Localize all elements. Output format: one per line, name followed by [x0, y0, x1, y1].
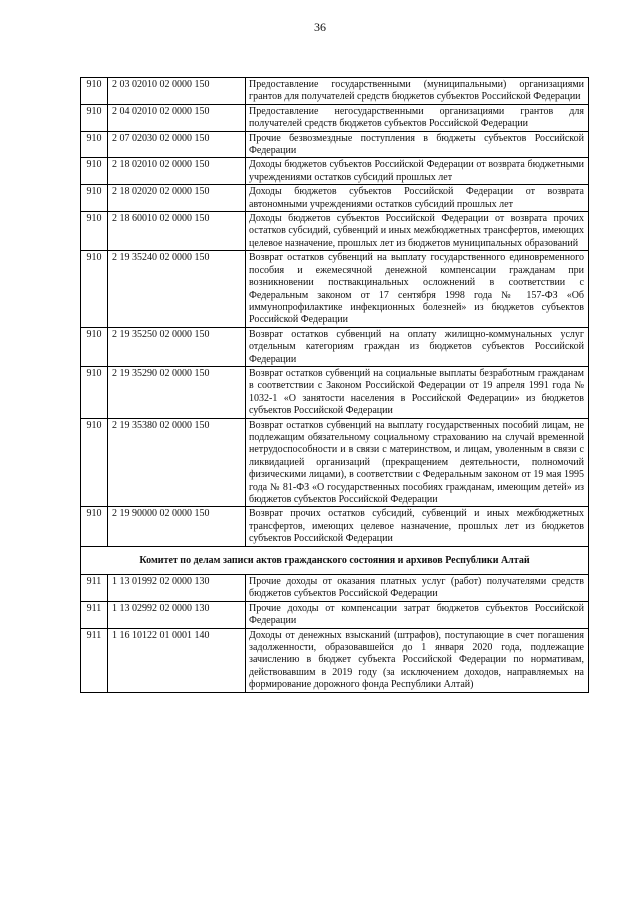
admin-code-cell: 910: [81, 507, 108, 546]
table-row: [81, 78, 589, 105]
table-row: [81, 158, 589, 185]
income-name-cell: Возврат остатков субвенций на выплату государственного единовременного пособия и ежемесячной денежной компенсации гражданам при возникновении поствакцинальных осложнений в соответствии с Федеральным законом от 17 сентября 1998 года № 157-ФЗ «Об иммунопрофилактике инфекционных болезней» из бюджетов субъектов Российской Федерации: [246, 251, 589, 327]
table-row: [81, 628, 589, 692]
admin-code-cell: 910: [81, 158, 108, 185]
admin-code-cell: 911: [81, 628, 108, 692]
income-name-cell: Доходы бюджетов субъектов Российской Федерации от возврата автономными учреждениями остатков субсидий прошлых лет: [246, 185, 589, 212]
admin-code-cell: 910: [81, 327, 108, 366]
table-row: [81, 212, 589, 251]
table-row: [81, 131, 589, 158]
income-code-cell: 2 19 35290 02 0000 150: [108, 366, 246, 418]
income-code-cell: 2 19 35240 02 0000 150: [108, 251, 246, 327]
income-name-cell: Возврат остатков субвенций на социальные выплаты безработным гражданам в соответствии с Законом Российской Федерации от 19 апреля 1991 года № 1032-1 «О занятости населения в Российской Федерации» из бюджетов субъектов Российской Федерации: [246, 366, 589, 418]
income-name-cell: Возврат остатков субвенций на выплату государственных пособий лицам, не подлежащим обязательному социальному страхованию на случай временной нетрудоспособности и в связи с материнством, и лицам, уволенным в связи с ликвидацией организаций (прекращением деятельности, полномочий физическими лицами), в соответствии с Федеральным законом от 19 мая 1995 года № 81-ФЗ «О государственных пособиях гражданам, имеющим детей» из бюджетов субъектов Российской Федерации: [246, 418, 589, 507]
income-name-cell: Доходы бюджетов субъектов Российской Федерации от возврата прочих остатков субсидий, субвенций и иных межбюджетных трансфертов, имеющих целевое назначение, прошлых лет из бюджетов муниципальных образований: [246, 212, 589, 251]
income-name-cell: Возврат остатков субвенций на оплату жилищно-коммунальных услуг отдельным категориям граждан из бюджетов субъектов Российской Федерации: [246, 327, 589, 366]
admin-code-cell: 911: [81, 575, 108, 602]
income-code-cell: 2 18 02010 02 0000 150: [108, 158, 246, 185]
income-code-cell: 2 03 02010 02 0000 150: [108, 78, 246, 105]
admin-code-cell: 910: [81, 185, 108, 212]
table-row: [81, 366, 589, 418]
income-name-cell: Возврат прочих остатков субсидий, субвенций и иных межбюджетных трансфертов, имеющих целевое назначение, прошлых лет из бюджетов субъектов Российской Федерации: [246, 507, 589, 546]
table-row: [81, 327, 589, 366]
admin-code-cell: 910: [81, 131, 108, 158]
admin-code-cell: 910: [81, 212, 108, 251]
table-row: [81, 601, 589, 628]
admin-code-cell: 910: [81, 366, 108, 418]
table-row: [81, 185, 589, 212]
table-row: [81, 507, 589, 546]
income-code-cell: 2 19 90000 02 0000 150: [108, 507, 246, 546]
table-row: [81, 251, 589, 327]
income-code-cell: 2 19 35380 02 0000 150: [108, 418, 246, 507]
section-header-row: [81, 546, 589, 574]
admin-code-cell: 910: [81, 418, 108, 507]
page-number: 36: [314, 20, 326, 34]
admin-code-cell: 910: [81, 104, 108, 131]
income-code-cell: 2 07 02030 02 0000 150: [108, 131, 246, 158]
income-code-cell: 2 04 02010 02 0000 150: [108, 104, 246, 131]
income-name-cell: Предоставление негосударственными организациями грантов для получателей средств бюджетов субъектов Российской Федерации: [246, 104, 589, 131]
admin-code-cell: 910: [81, 251, 108, 327]
table-row: [81, 104, 589, 131]
table-row: [81, 418, 589, 507]
income-name-cell: Доходы от денежных взысканий (штрафов), поступающие в счет погашения задолженности, образовавшейся до 1 января 2020 года, подлежащие зачислению в бюджет субъекта Российской Федерации по нормативам, действовавшим в 2019 году (за исключением доходов, направляемых на формирование дорожного фонда Республики Алтай): [246, 628, 589, 692]
income-code-cell: 2 19 35250 02 0000 150: [108, 327, 246, 366]
admin-code-cell: 911: [81, 601, 108, 628]
income-name-cell: Предоставление государственными (муниципальными) организациями грантов для получателей средств бюджетов субъектов Российской Федерации: [246, 78, 589, 105]
admin-code-cell: 910: [81, 78, 108, 105]
income-codes-table: [80, 77, 589, 693]
income-code-cell: 1 13 02992 02 0000 130: [108, 601, 246, 628]
income-name-cell: Доходы бюджетов субъектов Российской Федерации от возврата бюджетными учреждениями остатков субсидий прошлых лет: [246, 158, 589, 185]
section-title: Комитет по делам записи актов гражданского состояния и архивов Республики Алтай: [81, 546, 589, 574]
income-code-cell: 1 16 10122 01 0001 140: [108, 628, 246, 692]
income-name-cell: Прочие безвозмездные поступления в бюджеты субъектов Российской Федерации: [246, 131, 589, 158]
income-name-cell: Прочие доходы от оказания платных услуг (работ) получателями средств бюджетов субъектов Российской Федерации: [246, 575, 589, 602]
income-code-cell: 2 18 02020 02 0000 150: [108, 185, 246, 212]
table-row: [81, 575, 589, 602]
income-name-cell: Прочие доходы от компенсации затрат бюджетов субъектов Российской Федерации: [246, 601, 589, 628]
income-code-cell: 2 18 60010 02 0000 150: [108, 212, 246, 251]
income-code-cell: 1 13 01992 02 0000 130: [108, 575, 246, 602]
